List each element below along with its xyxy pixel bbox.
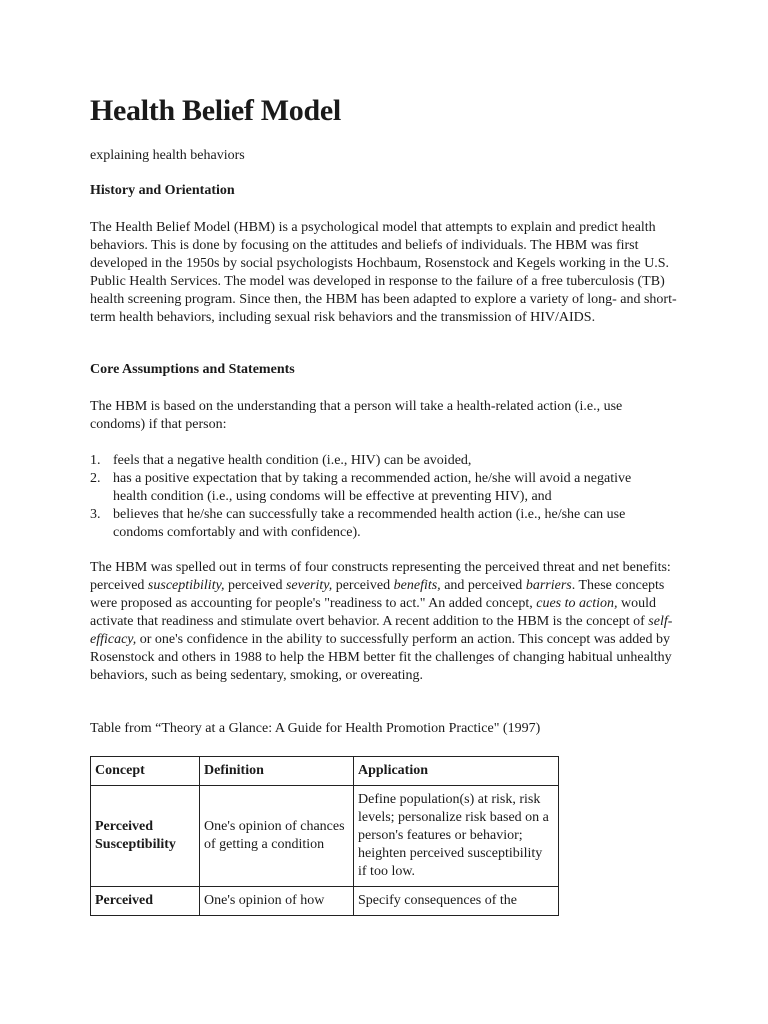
list-item-number: 2. [90, 471, 101, 486]
concepts-table [90, 756, 559, 916]
page-subtitle: explaining health behaviors [90, 148, 245, 163]
list-item-text: has a positive expectation that by taking a recommended action, he/she will avoid a negative health condition (i.e., using condoms will be effective at preventing HIV), and [113, 471, 632, 504]
history-heading: History and Orientation [90, 183, 235, 198]
term-self-efficacy: self-efficacy, [90, 614, 673, 647]
column-header-concept: Concept [91, 757, 200, 786]
constructs-text: The HBM was spelled out in terms of four constructs representing the perceived threat and net benefits: perceived [90, 560, 671, 593]
list-item-number: 3. [90, 507, 101, 522]
column-header-definition: Definition [200, 757, 354, 786]
constructs-text: and perceived [440, 578, 526, 593]
term-severity: severity, [285, 578, 333, 593]
assumptions-list [90, 452, 668, 542]
constructs-text: or one's confidence in the ability to successfully perform an action. This concept was added by Rosenstock and others in 1988 to help the HBM better fit the challenges of changing habitual unhealthy behaviors, such as being sedentary, smoking, or overeating. [90, 632, 672, 683]
core-heading: Core Assumptions and Statements [90, 362, 295, 377]
table-row [91, 887, 559, 916]
table-caption: Table from “Theory at a Glance: A Guide for Health Promotion Practice" (1997) [90, 721, 541, 736]
term-barriers: barriers [525, 578, 572, 593]
table-cell-concept: Perceived Susceptibility [91, 786, 200, 887]
core-intro-paragraph: The HBM is based on the understanding that a person will take a health-related action (i.e., use condoms) if that person: [90, 399, 623, 432]
constructs-text: . These concepts were proposed as accounting for people's "readiness to act." An added concept, [90, 578, 665, 611]
constructs-paragraph [90, 559, 680, 685]
list-item-number: 1. [90, 453, 101, 468]
list-item [90, 470, 668, 506]
term-benefits: benefits, [393, 578, 441, 593]
constructs-text: would activate that readiness and stimulate overt behavior. A recent addition to the HBM is the concept of [90, 596, 657, 629]
list-item [90, 452, 668, 470]
term-cues-to-action: cues to action, [536, 596, 618, 611]
page-title: Health Belief Model [90, 94, 341, 127]
history-paragraph: The Health Belief Model (HBM) is a psychological model that attempts to explain and predict health behaviors. This is done by focusing on the attitudes and beliefs of individuals. The HBM was first developed in the 1950s by social psychologists Hochbaum, Rosenstock and Kegels working in the U.S. Public Health Services. The model was developed in response to the failure of a free tuberculosis (TB) health screening program. Since then, the HBM has been adapted to explore a variety of long- and short-term health behaviors, including sexual risk behaviors and the transmission of HIV/AIDS. [90, 220, 677, 325]
term-susceptibility: susceptibility, [147, 578, 225, 593]
list-item [90, 506, 668, 542]
table-cell-application: Specify consequences of the [354, 887, 559, 916]
table-cell-definition: One's opinion of chances of getting a condition [200, 786, 354, 887]
list-item-text: feels that a negative health condition (i.e., HIV) can be avoided, [113, 453, 472, 468]
table-cell-concept: Perceived [91, 887, 200, 916]
table-cell-application: Define population(s) at risk, risk levels; personalize risk based on a person's features or behavior; heighten perceived susceptibility if too low. [354, 786, 559, 887]
constructs-text: perceived [224, 578, 286, 593]
table-row [91, 786, 559, 887]
column-header-application: Application [354, 757, 559, 786]
constructs-text: perceived [332, 578, 394, 593]
list-item-text: believes that he/she can successfully take a recommended health action (i.e., he/she can use condoms comfortably and with confidence). [113, 507, 626, 540]
table-header-row [91, 757, 559, 786]
table-cell-definition: One's opinion of how [200, 887, 354, 916]
